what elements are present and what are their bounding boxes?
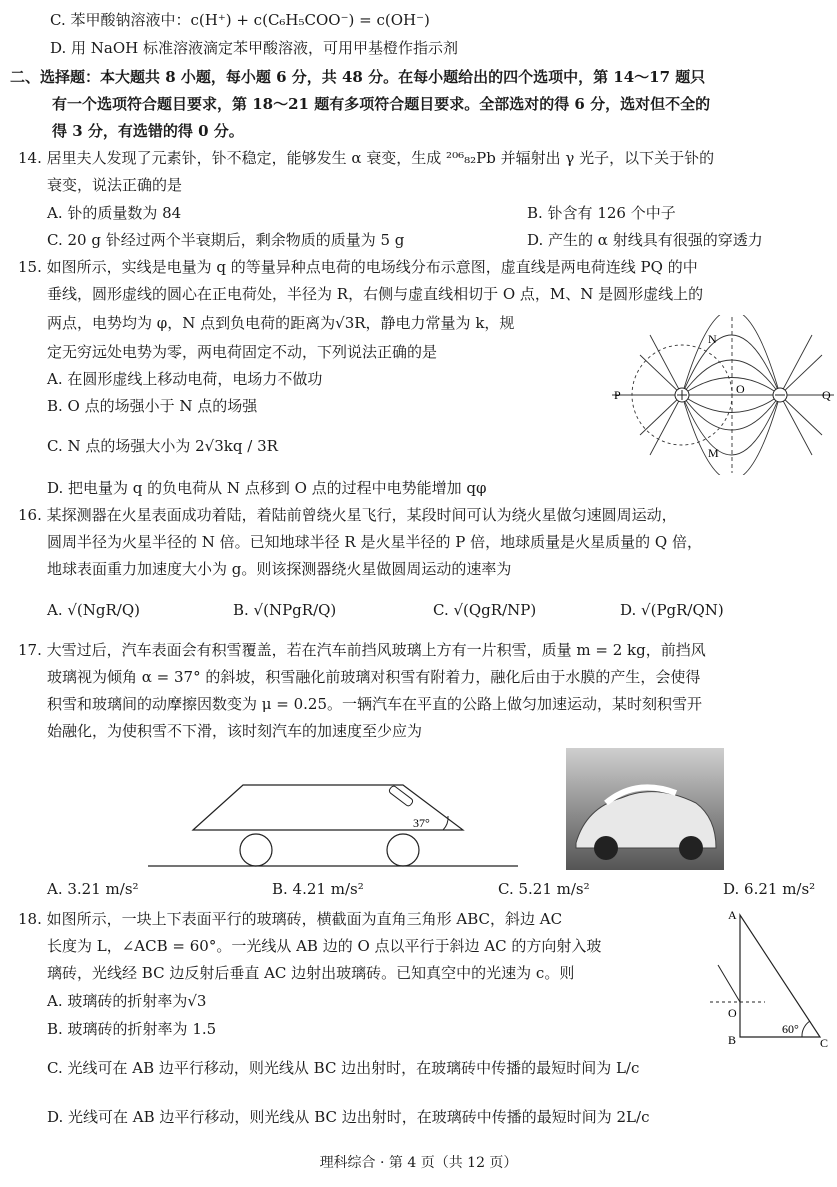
car-diagram	[148, 780, 523, 870]
q15-stem-line2: 垂线，圆形虚线的圆心在正电荷处，半径为 R，右侧与虚直线相切于 O 点，M、N 是圆形虚线上的	[47, 285, 704, 303]
angle-label: 37°	[413, 816, 430, 830]
q17-stem-line1: 17. 大雪过后，汽车表面会有积雪覆盖，若在汽车前挡风玻璃上方有一片积雪，质量 m = 2 kg，前挡风	[18, 641, 706, 659]
q15-option-c: C. N 点的场强大小为 2√3kq / 3R	[47, 437, 278, 455]
q18-option-c: C. 光线可在 AB 边平行移动，则光线从 BC 边出射时，在玻璃砖中传播的最短时间为 L/c	[47, 1059, 640, 1077]
angle-60-arc	[802, 1021, 810, 1037]
section-heading-line3: 得 3 分，有选错的得 0 分。	[52, 122, 244, 140]
q16-stem-line3: 地球表面重力加速度大小为 g。则该探测器绕火星做圆周运动的速率为	[47, 560, 512, 578]
label-b: B	[728, 1033, 737, 1047]
page-footer: 理科综合 · 第 4 页（共 12 页）	[319, 1155, 518, 1171]
label-a: A	[728, 908, 737, 922]
incident-ray	[718, 965, 740, 1002]
label-c: C	[820, 1036, 829, 1047]
q16-option-a: A. √(NgR/Q)	[47, 601, 141, 619]
q17-stem-line2: 玻璃视为倾角 α = 37° 的斜坡，积雪融化前玻璃对积雪有附着力，融化后由于水膜的产生，会使得	[47, 668, 701, 686]
snow-block	[388, 785, 414, 807]
label-p: P	[614, 388, 621, 402]
q15-stem-line3: 两点，电势均为 φ，N 点到负电荷的距离为√3R，静电力常量为 k，规	[47, 314, 515, 332]
q14-option-c: C. 20 g 钋经过两个半衰期后，剩余物质的质量为 5 g	[47, 231, 405, 249]
q14-stem-line2: 衰变，说法正确的是	[47, 176, 183, 194]
car-photo-drawing	[566, 748, 724, 870]
section-heading-line1: 二、选择题：本大题共 8 小题，每小题 6 分，共 48 分。在每小题给出的四个选项中，第 14～17 题只	[10, 68, 706, 86]
q18-option-a: A. 玻璃砖的折射率为√3	[47, 992, 207, 1010]
q18-stem-line1: 18. 如图所示，一块上下表面平行的玻璃砖，横截面为直角三角形 ABC，斜边 AC	[18, 910, 563, 928]
car-photo-wheel-left	[594, 836, 618, 860]
q17-stem-line3: 积雪和玻璃间的动摩擦因数变为 μ = 0.25。一辆汽车在平直的公路上做匀加速运动，某时刻积雪开	[47, 695, 703, 713]
q15-stem-line1: 15. 如图所示，实线是电量为 q 的等量异种点电荷的电场线分布示意图，虚直线是两电荷连线 PQ 的中	[18, 258, 698, 276]
q17-option-c: C. 5.21 m/s²	[498, 880, 590, 898]
q15-stem-line4: 定无穷远处电势为零，两电荷固定不动，下列说法正确的是	[47, 343, 438, 361]
q18-option-b: B. 玻璃砖的折射率为 1.5	[47, 1020, 217, 1038]
q17-stem-line4: 始融化，为使积雪不下滑，该时刻汽车的加速度至少应为	[47, 722, 423, 740]
label-o: O	[736, 382, 745, 396]
q16-stem-line2: 圆周半径为火星半径的 N 倍。已知地球半径 R 是火星半径的 P 倍，地球质量是火星质量的 Q 倍，	[47, 533, 702, 551]
label-n: N	[708, 332, 717, 346]
prism-figure	[700, 905, 830, 1047]
car-photo-wheel-right	[679, 836, 703, 860]
label-60: 60°	[782, 1022, 799, 1036]
q15-option-b: B. O 点的场强小于 N 点的场强	[47, 397, 258, 415]
q18-stem-line3: 璃砖，光线经 BC 边反射后垂直 AC 边射出玻璃砖。已知真空中的光速为 c。则	[47, 964, 575, 982]
triangle-abc	[740, 915, 820, 1037]
q15-option-a: A. 在圆形虚线上移动电荷，电场力不做功	[47, 370, 323, 388]
q17-option-b: B. 4.21 m/s²	[272, 880, 364, 898]
car-photo	[566, 748, 724, 870]
q18-option-d: D. 光线可在 AB 边平行移动，则光线从 BC 边出射时，在玻璃砖中传播的最短时间为 2L/c	[47, 1108, 650, 1126]
prev-option-d: D. 用 NaOH 标准溶液滴定苯甲酸溶液，可用甲基橙作指示剂	[50, 39, 459, 57]
q17-option-d: D. 6.21 m/s²	[723, 880, 816, 898]
q18-stem-line2: 长度为 L，∠ACB = 60°。一光线从 AB 边的 O 点以平行于斜边 AC 的方向射入玻	[47, 937, 602, 955]
label-o: O	[728, 1006, 737, 1020]
electric-field-figure	[612, 315, 834, 475]
q15-option-d: D. 把电量为 q 的负电荷从 N 点移到 O 点的过程中电势能增加 qφ	[47, 479, 487, 497]
section-heading-line2: 有一个选项符合题目要求，第 18～21 题有多项符合题目要求。全部选对的得 6 分，选对但不全的	[52, 95, 711, 113]
q14-option-d: D. 产生的 α 射线具有很强的穿透力	[527, 231, 763, 249]
q17-option-a: A. 3.21 m/s²	[47, 880, 139, 898]
label-q: Q	[822, 388, 831, 402]
q14-option-a: A. 钋的质量数为 84	[47, 204, 182, 222]
q14-option-b: B. 钋含有 126 个中子	[527, 204, 676, 222]
q16-option-b: B. √(NPgR/Q)	[233, 601, 337, 619]
front-wheel	[387, 834, 419, 866]
prev-option-c: C. 苯甲酸钠溶液中：c(H⁺) + c(C₆H₅COO⁻) = c(OH⁻)	[50, 11, 430, 29]
rear-wheel	[240, 834, 272, 866]
label-m: M	[708, 446, 719, 460]
q16-stem-line1: 16. 某探测器在火星表面成功着陆，着陆前曾绕火星飞行，某段时间可认为绕火星做匀速圆周运动，	[18, 506, 677, 524]
q14-stem-line1: 14. 居里夫人发现了元素钋，钋不稳定，能够发生 α 衰变，生成 ²⁰⁶₈₂Pb 并辐射出 γ 光子，以下关于钋的	[18, 149, 715, 167]
q16-option-c: C. √(QgR/NP)	[433, 601, 537, 619]
q16-option-d: D. √(PgR/QN)	[620, 601, 724, 619]
